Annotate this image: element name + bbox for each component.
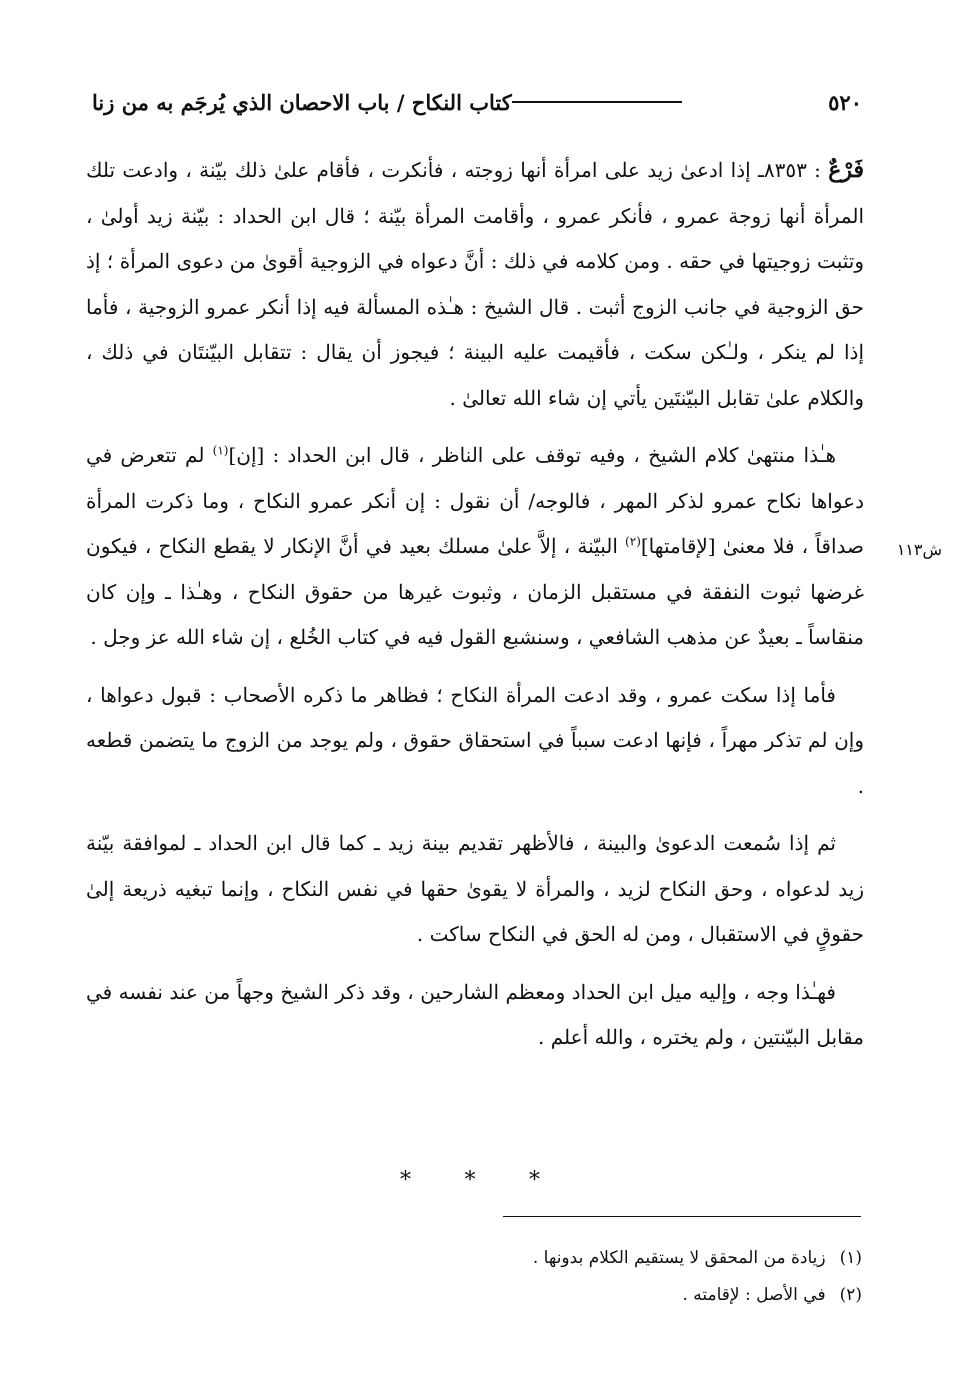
paragraph-4: ثم إذا سُمعت الدعوىٰ والبينة ، فالأظهر تقديم بينة زيد ـ كما قال ابن الحداد ـ لموافقة بيّنة زيد لدعواه ، وحق النكاح لزيد ، والمرأة لا يقوىٰ حقها في نفس النكاح ، وإنما تبغيه ذريعة إلىٰ حقوقٍ في الاستقبال ، ومن له الحق في النكاح ساكت . <box>86 831 864 946</box>
footnote-2-number: (٢) <box>839 1285 862 1305</box>
running-header <box>92 82 862 122</box>
footnote-1-text: زيادة من المحقق لا يستقيم الكلام بدونها . <box>532 1248 826 1268</box>
header-title: كتاب النكاح / باب الاحصان الذي يُرجَم به من زنا <box>92 89 512 115</box>
farq-heading: فَرْعٌ <box>828 157 864 183</box>
footnote-2 <box>460 1277 862 1314</box>
main-text <box>86 148 864 1073</box>
paragraph-2-part1: هـٰذا منتهىٰ كلام الشيخ ، وفيه توقف على الناظر ، قال ابن الحداد : [إن] <box>228 443 837 467</box>
footnote-ref-1: (١) <box>212 443 229 458</box>
separator-star: * <box>400 1168 411 1193</box>
margin-reference: ش١١٣ <box>896 540 942 559</box>
footnote-1-number: (١) <box>839 1248 862 1268</box>
paragraph-2-part3: البيّنة ، إلاَّ علىٰ مسلك بعيد في أنَّ الإنكار لا يقطع النكاح ، فيكون غرضها ثبوت النفقة في مستقبل الزمان ، وثبوت غيرها من حقوق النكاح ، وهـٰذا ـ وإن كان منقاساً ـ بعيدٌ عن مذهب الشافعي ، وسنشبع القول فيه في كتاب الخُلع ، إن شاء الله عز وجل . <box>86 534 864 649</box>
footnote-rule <box>503 1216 861 1217</box>
header-title-wrap <box>92 90 692 115</box>
paragraph-1 <box>86 148 864 421</box>
paragraph-3: فأما إذا سكت عمرو ، وقد ادعت المرأة النكاح ؛ فظاهر ما ذكره الأصحاب : قبول دعواها ، وإن لم تذكر مهراً ، فإنها ادعت سبباً في استحقاق حقوق ، ولم يوجد من الزوج ما يتضمن قطعه . <box>86 682 864 798</box>
header-rule <box>512 101 682 103</box>
footnote-1 <box>460 1240 862 1277</box>
footnotes <box>460 1240 862 1314</box>
paragraph-5: فهـٰذا وجه ، وإليه ميل ابن الحداد ومعظم الشارحين ، وقد ذكر الشيخ وجهاً من عند نفسه في مقابل البيّنتين ، ولم يختره ، والله أعلم . <box>86 979 864 1049</box>
separator-star: * <box>529 1168 540 1193</box>
footnote-ref-2: (٢) <box>625 534 641 549</box>
paragraph-2-part2: لم تتعرض في دعواها نكاح عمرو لذكر المهر ، فالوجه/ أن نقول : إن أنكر عمرو النكاح ، وما ذكرت المرأة صداقاً ، فلا معنىٰ [لإقامتها] <box>86 443 864 558</box>
paragraph-1-text: : ٨٣٥٣ـ إذا ادعىٰ زيد على امرأة أنها زوجته ، فأنكرت ، فأقام علىٰ ذلك بيّنة ، وادعت تلك المرأة أنها زوجة عمرو ، فأنكر عمرو ، وأقامت المرأة بيّنة ؛ قال ابن الحداد : بيّنة زيد أولىٰ ، وتثبت زوجيتها في حقه . ومن كلامه في ذلك : أنَّ دعواه في الزوجية أقوىٰ من دعوى المرأة ؛ إذ حق الزوجية في جانب الزوج أثبت . قال الشيخ : هـٰذه المسألة فيه إذا أنكر عمرو الزوجية ، فأما إذا لم ينكر ، ولـٰكن سكت ، فأقيمت عليه البينة ؛ فيجوز أن يقال : تتقابل البيّنتَان في ذلك ، والكلام علىٰ تقابل البيّنتَين يأتي إن شاء الله تعالىٰ . <box>86 158 864 410</box>
section-separator <box>400 1168 540 1193</box>
footnote-2-text: في الأصل : لإقامته . <box>682 1285 826 1305</box>
page-number: ٥٢٠ <box>828 89 862 115</box>
paragraph-2 <box>86 433 864 661</box>
separator-star: * <box>464 1168 476 1193</box>
